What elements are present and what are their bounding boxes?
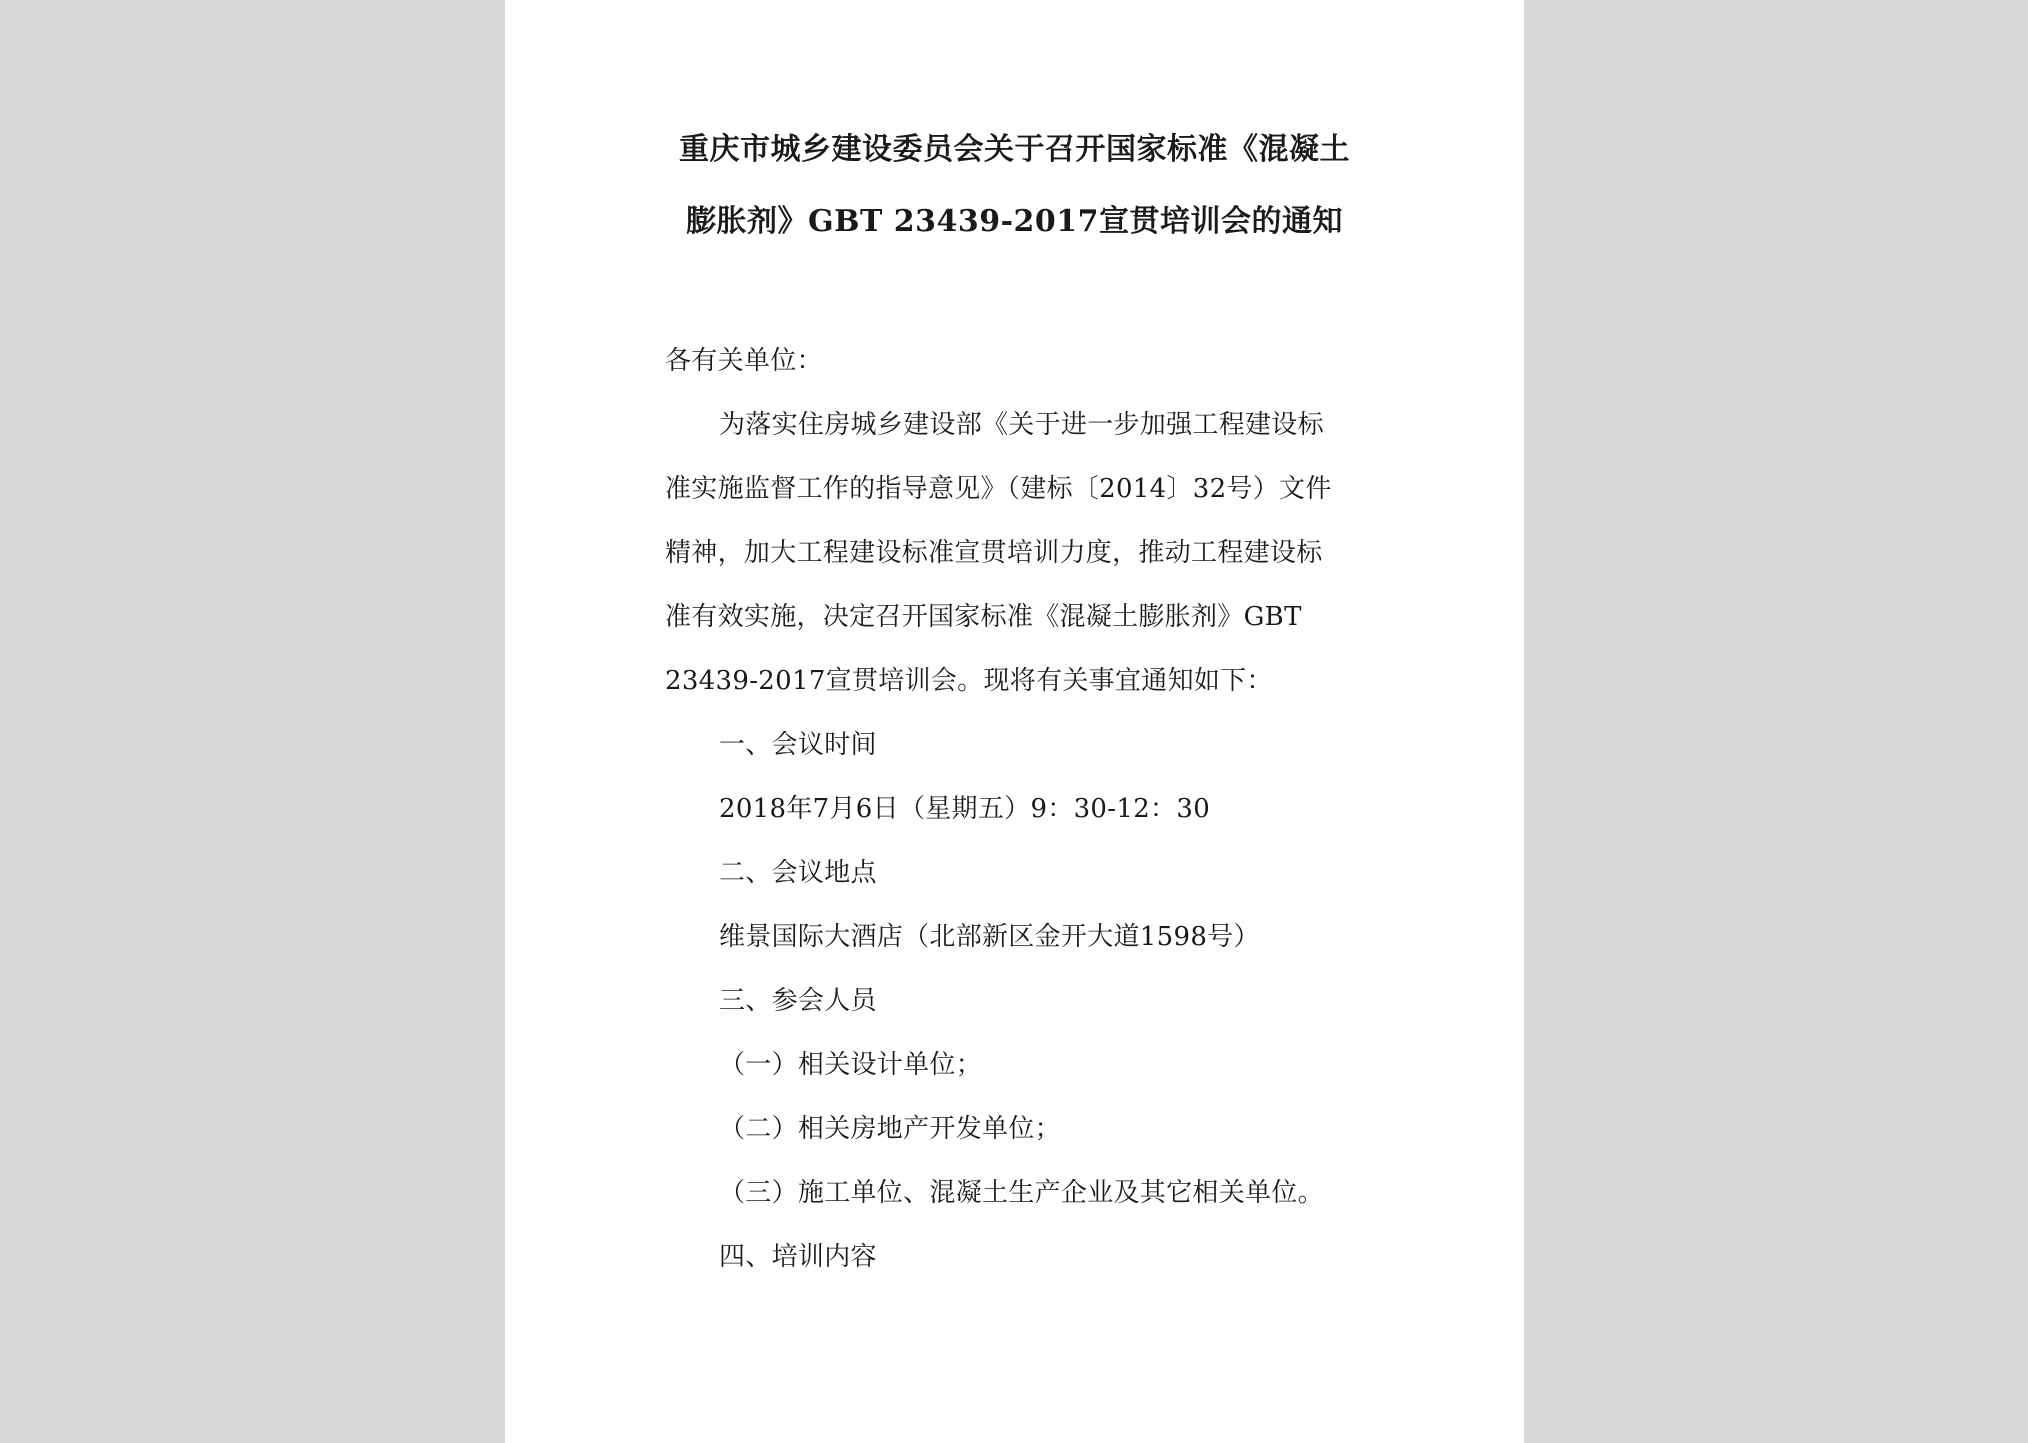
section-2-content: 维景国际大酒店（北部新区金开大道1598号） — [719, 922, 1260, 952]
section-3-item-2: （二）相关房地产开发单位； — [719, 1114, 1061, 1144]
section-1-heading: 一、会议时间 — [719, 730, 877, 760]
section-2-heading: 二、会议地点 — [719, 858, 877, 888]
section-3-item-1: （一）相关设计单位； — [719, 1050, 983, 1080]
intro-line-3: 精神，加大工程建设标准宣贯培训力度，推动工程建设标 — [665, 538, 1323, 568]
section-1-content: 2018年7月6日（星期五）9：30-12：30 — [719, 794, 1211, 824]
intro-line-4: 准有效实施，决定召开国家标准《混凝土膨胀剂》GBT — [665, 602, 1302, 632]
intro-line-5: 23439-2017宣贯培训会。现将有关事宜通知如下： — [665, 666, 1273, 696]
section-3-heading: 三、参会人员 — [719, 986, 877, 1016]
document-title-line-2: 膨胀剂》GBT 23439-2017宣贯培训会的通知 — [685, 204, 1344, 239]
section-3-item-3: （三）施工单位、混凝土生产企业及其它相关单位。 — [719, 1178, 1324, 1208]
document-page — [505, 0, 1524, 1443]
intro-line-2: 准实施监督工作的指导意见》（建标〔2014〕32号）文件 — [665, 474, 1332, 504]
intro-line-1: 为落实住房城乡建设部《关于进一步加强工程建设标 — [719, 410, 1324, 440]
salutation: 各有关单位： — [665, 346, 823, 376]
document-title-line-1: 重庆市城乡建设委员会关于召开国家标准《混凝土 — [679, 132, 1350, 167]
section-4-heading: 四、培训内容 — [719, 1242, 877, 1272]
